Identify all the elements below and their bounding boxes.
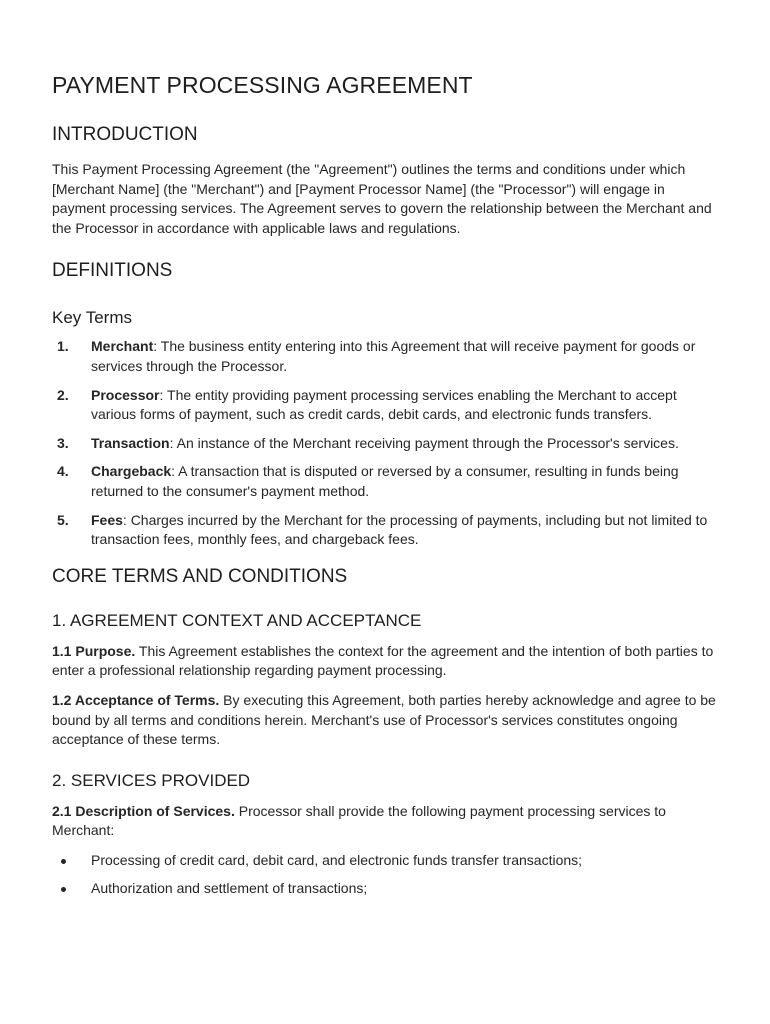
list-number: 2. [57,386,69,403]
term-definition: : A transaction that is disputed or reversed by a consumer, resulting in funds being returned to the consumer's payment method. [91,463,679,499]
list-number: 1. [57,338,69,355]
bullet-icon [61,887,66,892]
list-item [52,879,722,899]
list-item-text: Authorization and settlement of transactions; [91,880,368,897]
introduction-text: This Payment Processing Agreement (the "Agreement") outlines the terms and conditions under which [Merchant Name] (the "Merchant") and [Payment Processor Name] (the "Processor") will engage in payment processing services. The Agreement serves to govern the relationship between the Merchant and the Processor in accordance with applicable laws and regulations. [52,161,712,236]
document-content [52,68,722,908]
list-number: 3. [57,434,69,451]
paragraph-text: Processor shall provide the following payment processing services to Merchant: [52,802,666,839]
paragraph-label: 2.1 Description of Services. [52,802,235,819]
list-item [52,434,722,454]
list-item [52,511,722,550]
introduction-heading: INTRODUCTION [52,124,198,145]
section-1-1-paragraph [52,642,722,681]
paragraph-text: By executing this Agreement, both parties hereby acknowledge and agree to be bound by all terms and conditions herein. Merchant's use of Processor's services constitutes ongoing acceptance of these terms. [52,691,716,748]
section-2-1-paragraph [52,802,722,841]
paragraph-label: 1.2 Acceptance of Terms. [52,691,220,708]
section-2-heading: 2. SERVICES PROVIDED [52,770,251,790]
section-1-2-paragraph [52,691,722,750]
term-definition: : The business entity entering into this Agreement that will receive payment for goods or services through the Processor. [91,338,696,374]
list-item [52,337,722,376]
term-label: Fees [91,511,123,528]
term-definition: : Charges incurred by the Merchant for the processing of payments, including but not limited to transaction fees, monthly fees, and chargeback fees. [91,511,708,548]
term-label: Chargeback [91,463,172,480]
definitions-heading: DEFINITIONS [52,260,173,282]
term-label: Processor [91,386,160,403]
term-label: Merchant [91,338,154,355]
list-item [52,386,722,425]
core-terms-heading: CORE TERMS AND CONDITIONS [52,565,348,587]
document-title: PAYMENT PROCESSING AGREEMENT [52,72,473,98]
list-number: 5. [57,511,69,528]
term-label: Transaction [91,434,170,451]
list-number: 4. [57,463,69,480]
paragraph-label: 1.1 Purpose. [52,642,136,659]
services-list [52,851,722,899]
term-definition: : The entity providing payment processing services enabling the Merchant to accept various forms of payment, such as credit cards, debit cards, and electronic funds transfers. [91,386,677,423]
paragraph-text: This Agreement establishes the context for the agreement and the intention of both parties to enter a professional relationship regarding payment processing. [52,642,714,679]
definitions-list [52,337,722,549]
list-item [52,851,722,871]
key-terms-subheading: Key Terms [52,308,132,328]
list-item [52,462,722,501]
term-definition: : An instance of the Merchant receiving payment through the Processor's services. [169,434,679,451]
list-item-text: Processing of credit card, debit card, and electronic funds transfer transactions; [91,851,583,868]
section-1-heading: 1. AGREEMENT CONTEXT AND ACCEPTANCE [52,610,422,630]
bullet-icon [61,859,66,864]
